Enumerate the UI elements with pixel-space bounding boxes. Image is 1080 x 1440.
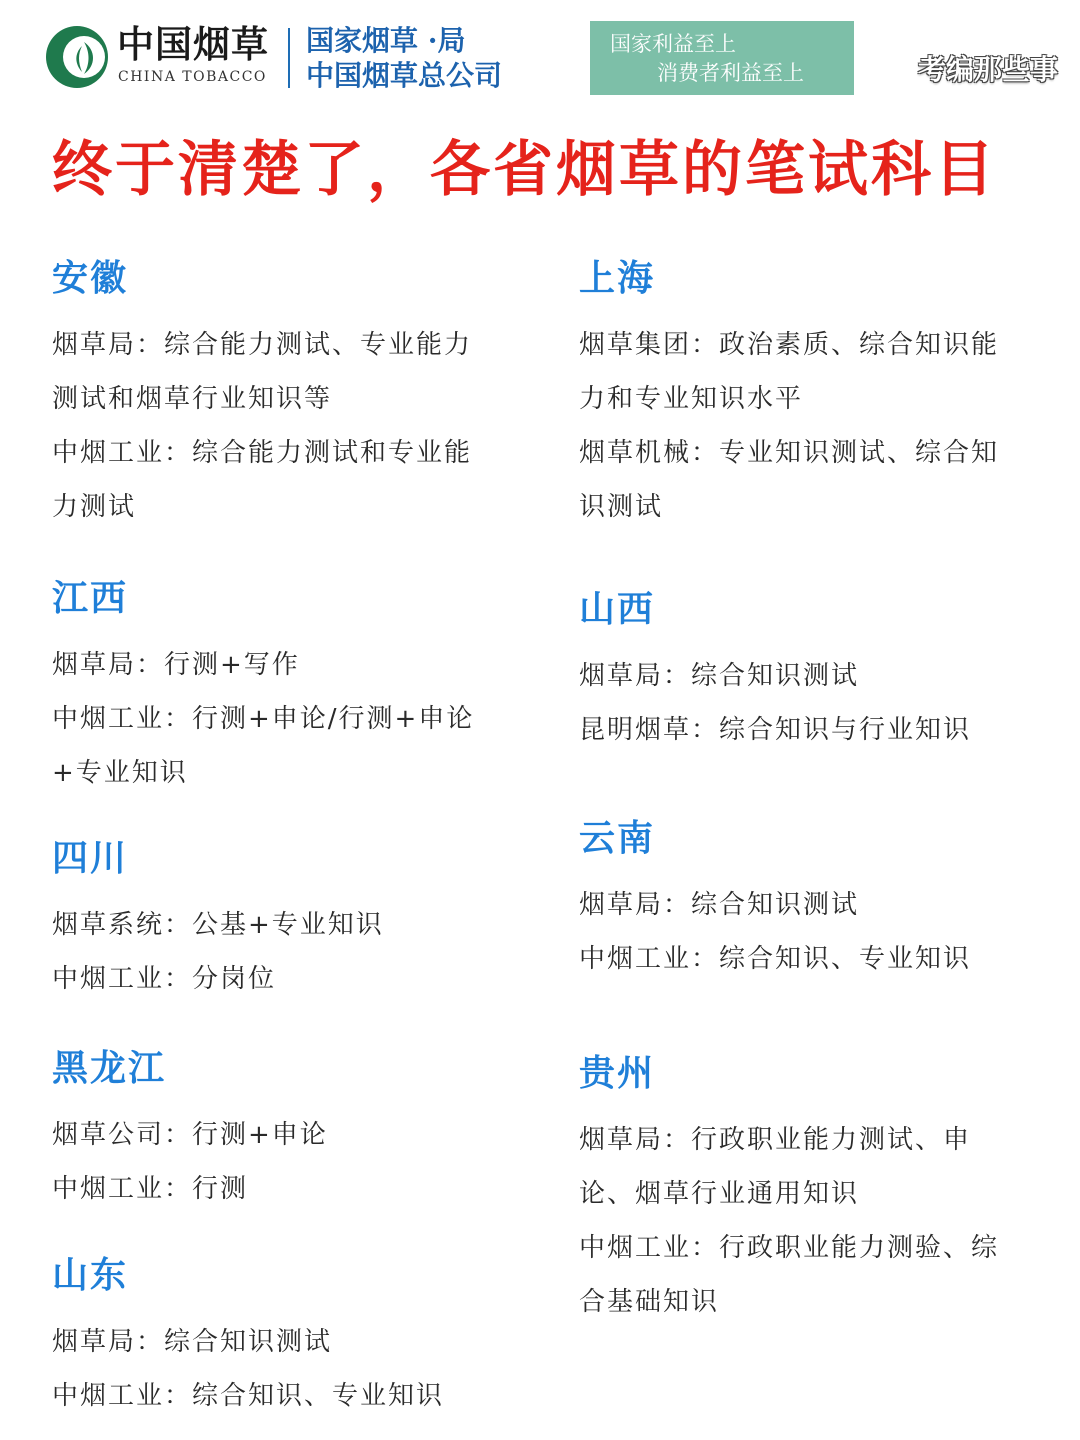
exam-subject-list: [52, 898, 522, 1006]
province-title: 四川: [52, 838, 129, 879]
exam-subject-line: 中烟工业：综合知识、专业知识: [52, 1381, 445, 1411]
province-title: 贵州: [579, 1053, 656, 1094]
exam-subject-line: 中烟工业：综合知识、专业知识: [579, 944, 972, 974]
exam-subject-list: [52, 1315, 522, 1423]
logo-en-text: CHINA TOBACCO: [118, 69, 267, 85]
exam-subject-list: [579, 1113, 1049, 1329]
exam-subject-line: 烟草局：行测+写作: [52, 650, 300, 680]
logo-cn-text: 中国烟草: [117, 23, 269, 66]
exam-subject-line: 中烟工业：行政职业能力测验、综: [579, 1233, 1000, 1263]
province-block-anhui: [52, 256, 522, 534]
exam-subject-list: [579, 318, 1049, 534]
province-title: 上海: [579, 258, 656, 299]
exam-subject-line: +专业知识: [52, 758, 188, 788]
province-block-shanxi: [579, 587, 1049, 757]
watermark-text: 考编那些事: [918, 53, 1059, 86]
exam-subject-line: 烟草局：综合知识测试: [579, 890, 860, 920]
province-block-yunnan: [579, 816, 1049, 986]
province-block-heilongjiang: [52, 1046, 522, 1216]
exam-subject-line: 烟草局：综合知识测试: [52, 1327, 333, 1357]
province-title: 江西: [52, 578, 129, 619]
exam-subject-line: 烟草局：综合能力测试、专业能力: [52, 330, 473, 360]
page-title: 终于清楚了，各省烟草的笔试科目: [52, 135, 997, 205]
exam-subject-line: 测试和烟草行业知识等: [52, 384, 333, 414]
province-title: 安徽: [52, 258, 129, 299]
china-tobacco-logo-icon: [44, 22, 110, 92]
exam-subject-list: [579, 878, 1049, 986]
province-title: 云南: [579, 818, 656, 859]
province-title: 山东: [52, 1255, 129, 1296]
exam-subject-list: [52, 1108, 522, 1216]
exam-subject-line: 烟草系统：公基+专业知识: [52, 910, 384, 940]
province-block-sichuan: [52, 836, 522, 1006]
logo-divider: [288, 28, 290, 88]
slogan-line-1: 国家利益至上: [610, 32, 736, 56]
exam-subject-line: 烟草集团：政治素质、综合知识能: [579, 330, 1000, 360]
province-block-guizhou: [579, 1051, 1049, 1329]
exam-subject-line: 中烟工业：行测+申论/行测+申论: [52, 704, 475, 734]
exam-subject-line: 合基础知识: [579, 1287, 720, 1317]
exam-subject-list: [52, 318, 522, 534]
exam-subject-line: 烟草机械：专业知识测试、综合知: [579, 438, 1000, 468]
exam-subject-list: [52, 638, 522, 800]
exam-subject-line: 中烟工业：行测: [52, 1174, 249, 1204]
slogan-line-2: 消费者利益至上: [657, 61, 804, 85]
exam-subject-line: 论、烟草行业通用知识: [579, 1179, 860, 1209]
slogan-banner: [590, 21, 854, 95]
exam-subject-line: 力测试: [52, 492, 137, 522]
exam-subject-list: [579, 649, 1049, 757]
province-block-shanghai: [579, 256, 1049, 534]
exam-subject-line: 中烟工业：分岗位: [52, 964, 277, 994]
province-block-shandong: [52, 1253, 522, 1423]
exam-subject-line: 烟草局：综合知识测试: [579, 661, 860, 691]
province-title: 山西: [579, 589, 656, 630]
exam-subject-line: 烟草局：行政职业能力测试、申: [579, 1125, 972, 1155]
org-name-line-2: 中国烟草总公司: [306, 59, 503, 92]
exam-subject-line: 烟草公司：行测+申论: [52, 1120, 328, 1150]
exam-subject-line: 识测试: [579, 492, 664, 522]
exam-subject-line: 力和专业知识水平: [579, 384, 804, 414]
province-title: 黑龙江: [52, 1048, 167, 1089]
exam-subject-line: 昆明烟草：综合知识与行业知识: [579, 715, 972, 745]
exam-subject-line: 中烟工业：综合能力测试和专业能: [52, 438, 473, 468]
province-block-jiangxi: [52, 576, 522, 800]
org-name-line-1: 国家烟草 ·局: [306, 24, 466, 57]
header: [0, 0, 1080, 110]
